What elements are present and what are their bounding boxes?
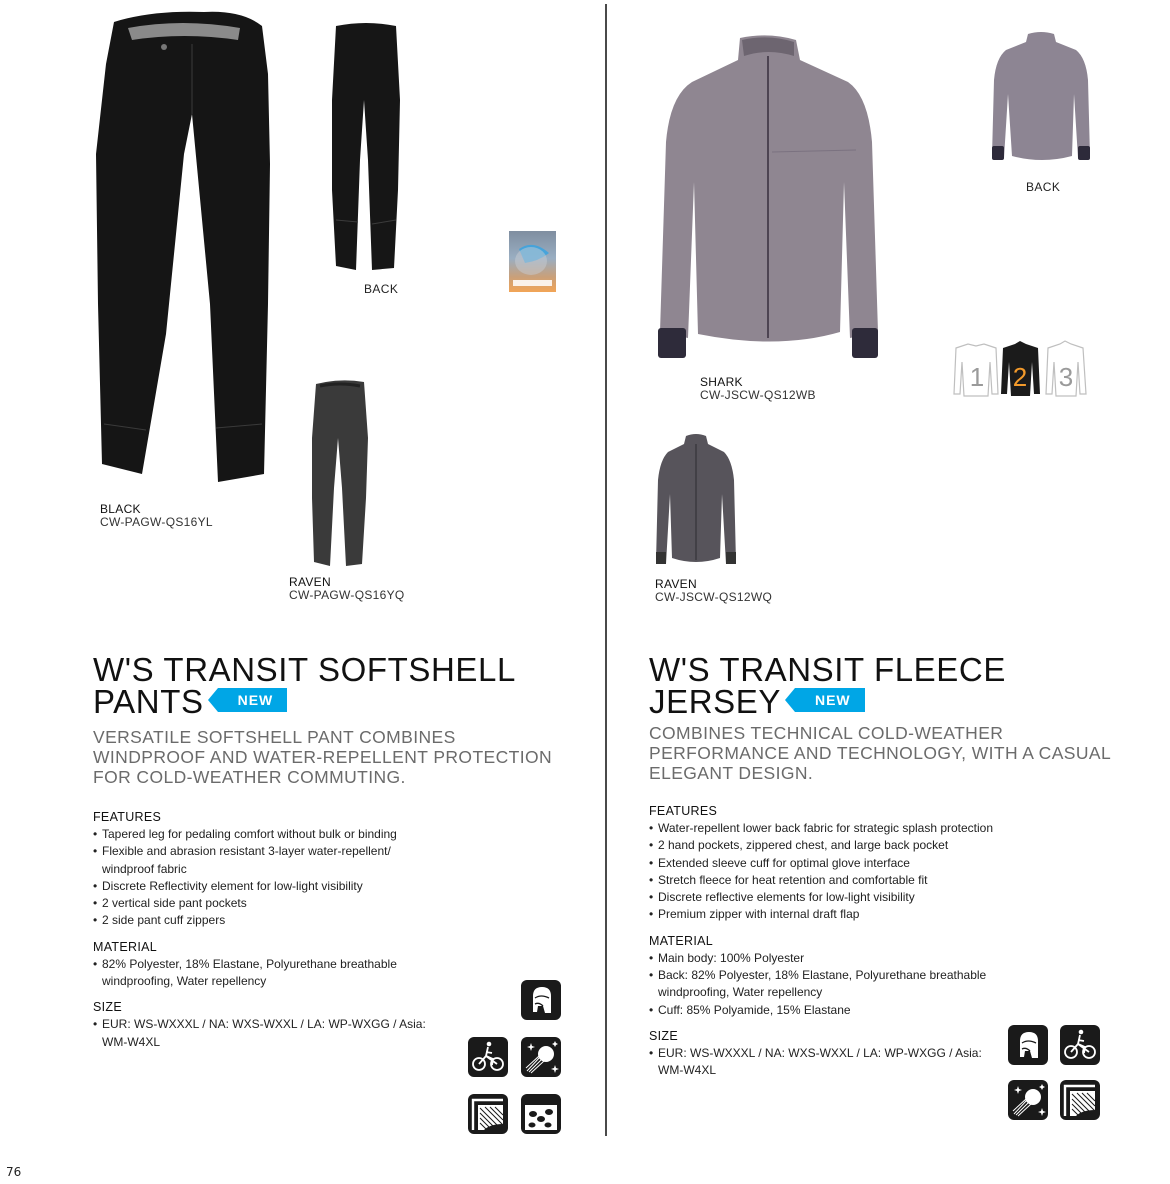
features-list — [649, 820, 994, 924]
feature-item: • Stretch fleece for heat retention and comfortable fit — [649, 872, 994, 889]
feature-item: • 2 hand pockets, zippered chest, and large back pocket — [649, 837, 994, 854]
size-item: • EUR: WS-WXXXL / NA: WXS-WXXL / LA: WP-WXGG / Asia: WM-W4XL — [649, 1045, 994, 1080]
variant-raven — [289, 576, 405, 602]
material-item: • Main body: 100% Polyester — [649, 950, 994, 967]
features-heading: FEATURES — [649, 804, 718, 818]
new-badge: NEW — [795, 688, 865, 712]
size-list — [93, 1016, 438, 1051]
cycling-icon — [468, 1037, 508, 1077]
layering-indicator — [948, 340, 1094, 400]
variant-code: CW-PAGW-QS16YQ — [289, 588, 405, 602]
feature-item: • Water-repellent lower back fabric for strategic splash protection — [649, 820, 994, 837]
material-heading: MATERIAL — [649, 933, 713, 948]
features-list — [93, 826, 438, 930]
variant-raven — [655, 578, 772, 604]
pants-back-image — [330, 20, 402, 272]
water-repellent-fabric-icon — [1060, 1080, 1100, 1120]
feature-item: • Tapered leg for pedaling comfort without bulk or binding — [93, 826, 438, 843]
title-line-1: W'S TRANSIT SOFTSHELL — [93, 651, 516, 688]
product-description-jersey — [649, 723, 1149, 783]
pants-back-label: BACK — [364, 282, 399, 296]
material-list — [93, 956, 438, 991]
svg-text:2: 2 — [1012, 362, 1028, 392]
variant-name: SHARK — [700, 375, 743, 389]
feature-item: • Discrete reflective elements for low-light visibility — [649, 889, 994, 906]
variant-code: CW-JSCW-QS12WB — [700, 388, 816, 402]
description-line: VERSATILE SOFTSHELL PANT COMBINES — [93, 727, 456, 747]
material-item: • Cuff: 85% Polyamide, 15% Elastane — [649, 1002, 994, 1019]
description-line: FOR COLD-WEATHER COMMUTING. — [93, 767, 406, 787]
material-heading: MATERIAL — [93, 939, 157, 954]
product-title-pants — [93, 651, 593, 720]
description-line: COMBINES TECHNICAL COLD-WEATHER — [649, 723, 1004, 743]
variant-shark — [700, 376, 816, 402]
material-item: • Back: 82% Polyester, 18% Elastane, Polyurethane breathable windproofing, Water repellency — [649, 967, 994, 1002]
size-item: • EUR: WS-WXXXL / NA: WXS-WXXL / LA: WP-WXGG / Asia: WM-W4XL — [93, 1016, 438, 1051]
stretch-fabric-icon — [521, 1094, 561, 1134]
windproof-head-icon — [1008, 1025, 1048, 1065]
feature-item: • 2 vertical side pant pockets — [93, 895, 438, 912]
spec-block-pants — [93, 810, 438, 1051]
variant-black — [100, 503, 213, 529]
title-line-1: W'S TRANSIT FLEECE — [649, 651, 1006, 688]
cycling-icon — [1060, 1025, 1100, 1065]
feature-item: • Flexible and abrasion resistant 3-layer water-repellent/ windproof fabric — [93, 843, 438, 878]
material-item: • 82% Polyester, 18% Elastane, Polyurethane breathable windproofing, Water repellency — [93, 956, 438, 991]
variant-code: CW-PAGW-QS16YL — [100, 515, 213, 529]
svg-text:1: 1 — [969, 362, 985, 392]
size-heading: SIZE — [93, 1000, 122, 1015]
page-number: 76 — [6, 1165, 22, 1179]
material-list — [649, 950, 994, 1019]
windproof-head-icon — [521, 980, 561, 1020]
windresistant-badge-icon — [509, 231, 556, 292]
size-list — [649, 1045, 994, 1080]
features-heading: FEATURES — [93, 810, 162, 824]
product-title-jersey — [649, 651, 1149, 720]
pants-raven-front-image — [310, 378, 370, 568]
reflective-icon — [1008, 1080, 1048, 1120]
column-divider — [605, 4, 607, 1136]
pants-black-front-image — [92, 4, 276, 484]
description-line: PERFORMANCE AND TECHNOLOGY, WITH A CASUAL — [649, 743, 1112, 763]
variant-name: RAVEN — [655, 577, 697, 591]
title-line-2: JERSEY — [649, 683, 781, 720]
variant-code: CW-JSCW-QS12WQ — [655, 590, 773, 604]
feature-item: • Extended sleeve cuff for optimal glove interface — [649, 855, 994, 872]
variant-name: RAVEN — [289, 575, 331, 589]
jersey-raven-front-image — [656, 432, 736, 570]
feature-item: • Discrete Reflectivity element for low-light visibility — [93, 878, 438, 895]
description-line: ELEGANT DESIGN. — [649, 763, 814, 783]
jersey-back-label: BACK — [1026, 180, 1061, 194]
title-line-2: PANTS — [93, 683, 204, 720]
feature-item: • 2 side pant cuff zippers — [93, 912, 438, 929]
product-description-pants — [93, 727, 593, 787]
size-heading: SIZE — [649, 1028, 678, 1043]
description-line: WINDPROOF AND WATER-REPELLENT PROTECTION — [93, 747, 553, 767]
spec-block-jersey — [649, 804, 994, 1080]
svg-text:3: 3 — [1058, 362, 1074, 392]
water-repellent-fabric-icon — [468, 1094, 508, 1134]
variant-name: BLACK — [100, 502, 141, 516]
feature-item: • Premium zipper with internal draft flap — [649, 906, 994, 923]
jersey-shark-front-image — [648, 32, 880, 367]
jersey-back-image — [990, 30, 1092, 170]
reflective-icon — [521, 1037, 561, 1077]
new-badge: NEW — [218, 688, 288, 712]
